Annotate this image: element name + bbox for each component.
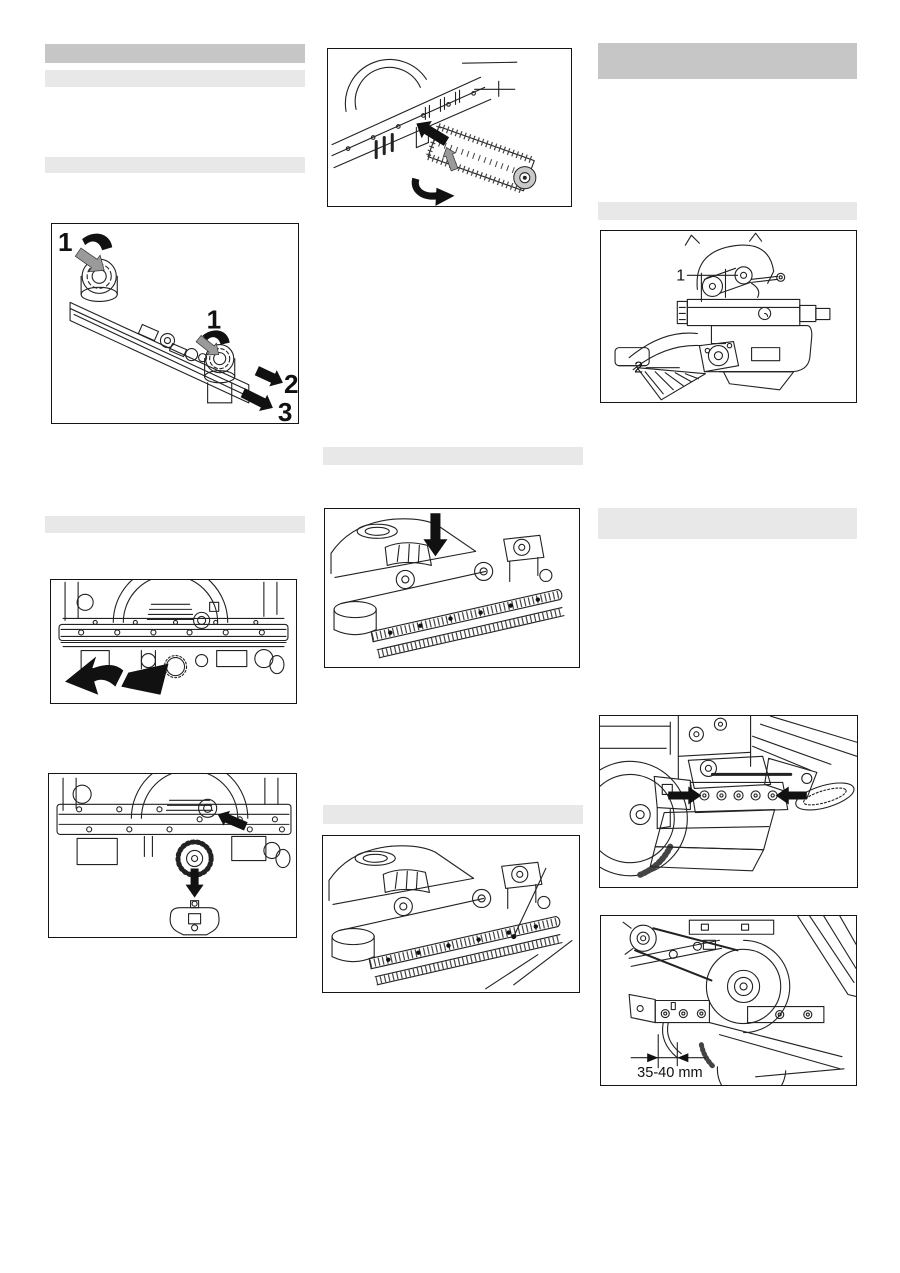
heading-bar-left-2	[45, 70, 305, 87]
swing-arrow-icon	[65, 657, 168, 695]
dimension-arrow-icon	[677, 1053, 688, 1062]
insert-arrow-icon	[443, 148, 458, 171]
squeegee-bar-body	[70, 259, 249, 403]
bearing-cover-removal-drawing	[49, 774, 296, 937]
step-label: 1	[58, 227, 73, 258]
brush-roller-change-drawing	[328, 49, 571, 206]
squeegee-beam	[57, 804, 291, 834]
belt-drive	[685, 233, 784, 301]
heading-bar-right-2	[598, 202, 857, 220]
heading-bar-left-3	[45, 157, 305, 173]
rotate-arrow-icon	[82, 234, 112, 251]
squeegee-blades-drawing	[323, 836, 579, 992]
step-label: 1	[206, 304, 222, 335]
squeegee-swing-drawing	[51, 580, 296, 703]
figure-squeegee-blades	[322, 835, 580, 993]
dimension-label: 35-40 mm	[637, 1064, 703, 1081]
press-down-arrow-icon	[423, 513, 447, 556]
rotate-arrow-icon	[412, 178, 455, 206]
squeegee-blade	[369, 917, 562, 985]
figure-skirt-screws	[599, 715, 858, 888]
bearing-cover	[170, 901, 219, 935]
step-label: 3	[277, 396, 293, 423]
squeegee-bar-removal-drawing	[52, 224, 298, 423]
skirt-screws-drawing	[600, 716, 857, 887]
leader-lines	[486, 868, 572, 988]
heading-bar-left-4	[45, 516, 305, 533]
squeegee-beam	[59, 618, 288, 646]
figure-squeegee-bar-removal	[51, 223, 299, 424]
dimension-arrow-icon	[647, 1053, 658, 1062]
squeegee-blade	[371, 590, 564, 658]
figure-bearing-cover-removal	[48, 773, 297, 938]
heading-bar-right-1	[598, 43, 857, 79]
underside-parts	[77, 836, 290, 867]
figure-brush-clearance	[600, 915, 857, 1086]
dimension-indicator	[631, 1035, 705, 1081]
figure-brush-roller-change	[327, 48, 572, 207]
machine-front	[63, 774, 278, 818]
brush-clearance-drawing	[601, 916, 856, 1085]
machine-underside	[332, 60, 517, 168]
heading-bar-middle-2	[323, 805, 583, 824]
part-label: 1	[676, 266, 686, 285]
part-label: 2	[634, 358, 644, 377]
pull-arrow-icon	[241, 388, 273, 411]
step-label: 2	[283, 368, 298, 399]
machine-side-view-drawing	[601, 231, 856, 402]
belt-drive	[623, 916, 856, 1032]
figure-squeegee-swing	[50, 579, 297, 704]
heading-bar-left-1	[45, 44, 305, 63]
figure-squeegee-mounting	[324, 508, 580, 668]
heading-bar-right-3	[598, 508, 857, 539]
machine-top	[600, 716, 857, 815]
heading-bar-middle-1	[323, 447, 583, 465]
pull-arrow-icon	[255, 366, 283, 386]
figure-machine-side-view	[600, 230, 857, 403]
squeegee-mounting-drawing	[325, 509, 579, 667]
